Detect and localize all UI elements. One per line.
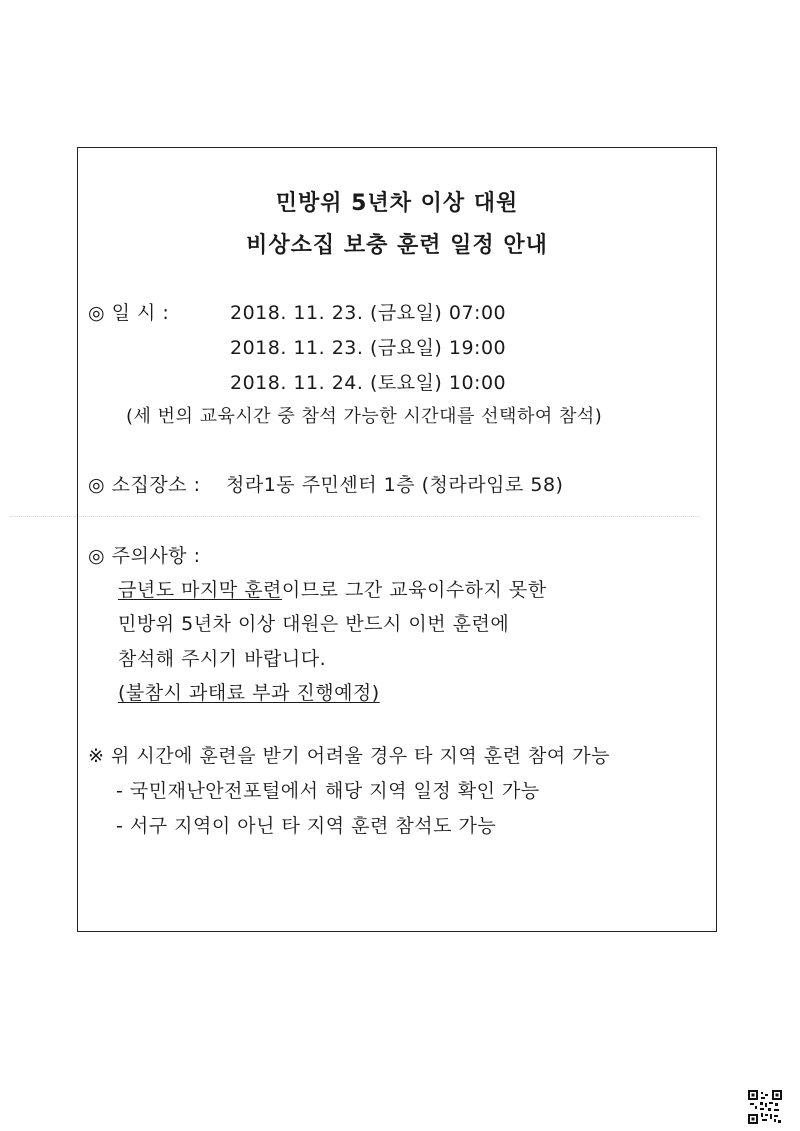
qr-code-icon — [748, 1090, 782, 1124]
notice-box — [77, 147, 717, 932]
location-value: 청라1동 주민센터 1층 (청라라임로 58) — [226, 474, 564, 496]
schedule-time-2: 2018. 11. 23. (금요일) 19:00 — [230, 337, 507, 359]
schedule-note: (세 번의 교육시간 중 참석 가능한 시간대를 선택하여 참석) — [126, 406, 603, 427]
location-label: ◎ 소집장소 : — [88, 474, 201, 496]
caution-line-3: 참석해 주시기 바랍니다. — [118, 648, 327, 670]
caution-line-2: 민방위 5년차 이상 대원은 반드시 이번 훈련에 — [118, 613, 510, 635]
remark-sub-1: - 국민재난안전포털에서 해당 지역 일정 확인 가능 — [116, 780, 540, 802]
caution-emphasis: 금년도 마지막 훈련 — [118, 579, 282, 601]
schedule-time-3: 2018. 11. 24. (토요일) 10:00 — [230, 372, 507, 394]
remark-sub-2: - 서구 지역이 아닌 타 지역 훈련 참석도 가능 — [116, 815, 497, 837]
schedule-label: ◎ 일 시 : — [88, 302, 170, 324]
caution-line-1 — [118, 575, 547, 602]
caution-line-1-rest: 이므로 그간 교육이수하지 못한 — [281, 579, 547, 601]
remark-line: ※ 위 시간에 훈련을 받기 어려울 경우 타 지역 훈련 참여 가능 — [88, 745, 610, 767]
title-line-1: 민방위 5년차 이상 대원 — [275, 191, 519, 216]
title-line-2: 비상소집 보충 훈련 일정 안내 — [246, 233, 548, 258]
caution-line-4: (불참시 과태료 부과 진행예정) — [118, 682, 380, 704]
caution-label: ◎ 주의사항 : — [88, 545, 201, 567]
schedule-time-1: 2018. 11. 23. (금요일) 07:00 — [230, 302, 507, 324]
